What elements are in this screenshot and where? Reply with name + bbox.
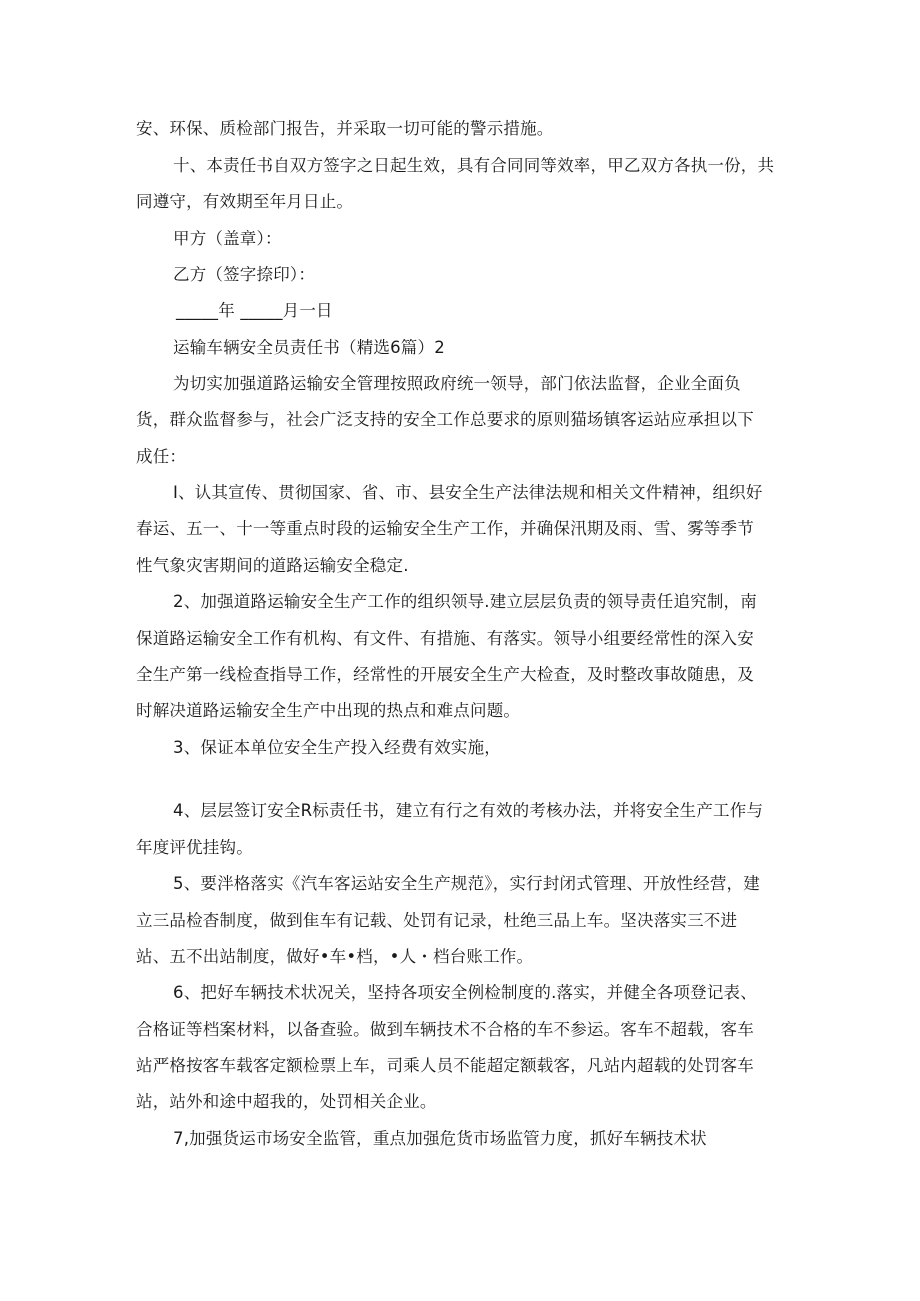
text-line: 站、五不出站制度，做好•车•档，•人・档台账工作。	[136, 947, 534, 966]
text-line: 合格证等档案材料，以备查验。做到车辆技术不合格的车不参运。客车不超载，客车	[136, 1020, 754, 1039]
text-line: 性气象灾害期间的道路运输安全稳定.	[136, 556, 409, 575]
text-line: 全生产第一线检查指导工作，经常性的开展安全生产大检查，及时整改事故随患，及	[136, 665, 754, 684]
text-line: 年度评优挂钩。	[136, 838, 253, 857]
text-line: 时解决道路运输安全生产中出现的热点和难点问题。	[136, 701, 521, 720]
text-line: 安、环保、质检部门报告，并采取一切可能的警示措施。	[136, 119, 554, 138]
text-line: 站严格按客车载客定额检票上车，司乘人员不能超定额载客，凡站内超载的处罚客车	[136, 1056, 754, 1075]
text-line: I、认其宣传、贯彻国家、省、市、县安全生产法律法规和相关文件精神，组织好	[173, 483, 763, 502]
text-line: 立三品检杳制度，做到隹车有记载、处罚有记录，杜绝三品上车。坚决落实三不进	[136, 911, 738, 930]
date-line: _____年 _____月一日	[176, 301, 333, 320]
text-line: 十、本责任书自双方签字之日起生效，具有合同同等效率，甲乙双方各执一份，共	[173, 156, 775, 175]
text-line: 3、保证本单位安全生产投入经费有效实施，	[173, 738, 501, 757]
text-line: 同遵守，有效期至年月日止。	[136, 192, 354, 211]
text-line: 6、把好车辆技术状况关，坚持各项安全例检制度的.落实，并健全各项登记表、	[173, 983, 757, 1002]
signature-party-b: 乙方（签字捺印）：	[173, 265, 316, 284]
text-line: 5、要泮格落实《汽车客运站安全生产规范》，实行封闭式管理、开放性经营，建	[173, 874, 760, 893]
text-line: 站，站外和途中超我的，处罚相关企业。	[136, 1092, 437, 1111]
text-line: 为切实加强道路运输安全管理按照政府统一领导，部门依法监督，企业全面负	[173, 374, 741, 393]
text-line: 保道路运输安全工作有机构、有文件、有措施、有落实。领导小组要经常性的深入安	[136, 629, 754, 648]
text-line: 7,加强货运市场安全监管，重点加强危货市场监管力度，抓好车辆技术状	[173, 1129, 707, 1148]
text-line: 成任：	[136, 447, 187, 466]
signature-party-a: 甲方（盖章）：	[173, 229, 282, 248]
text-line: 春运、五一、十一等重点时段的运输安全生产工作，并确保汛期及雨、雪、雾等季节	[136, 519, 754, 538]
text-line: 货，群众监督参与，社会广泛支持的安全工作总要求的原则猫场镇客运站应承担以下	[136, 410, 754, 429]
text-line: 2、加强道路运输安全生产工作的组织领导.建立层层负责的领导责任追究制，南	[173, 592, 757, 611]
section-title: 运输车辆安全员责任书（精选6篇）2	[173, 338, 445, 357]
text-line: 4、层层签订安全R标责任书，建立有行之有效的考核办法，并将安全生产工作与	[173, 801, 764, 820]
